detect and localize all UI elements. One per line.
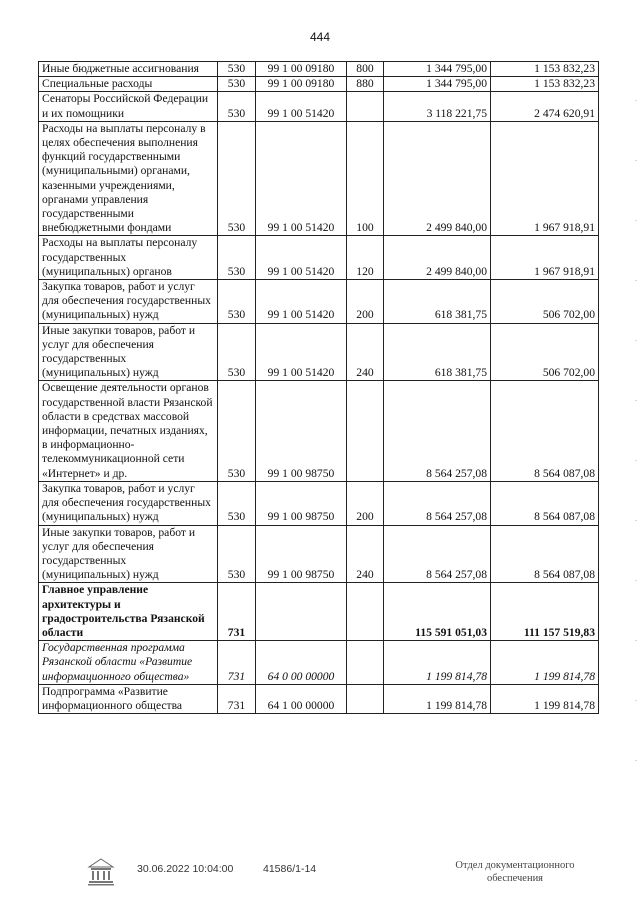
footer-doc-number: 41586/1-14 (263, 863, 317, 875)
cell-name: Расходы на выплаты персоналу государственных (муниципальных) органов (39, 236, 218, 280)
cell-sum-actual: 506 702,00 (491, 280, 599, 324)
cell-target-article: 99 1 00 51420 (256, 280, 347, 324)
footer-department-line1: Отдел документационного (455, 860, 575, 871)
cell-code: 530 (218, 280, 256, 324)
cell-expense-type: 880 (347, 77, 384, 92)
cell-sum-plan: 618 381,75 (384, 280, 491, 324)
cell-expense-type: 120 (347, 236, 384, 280)
cell-target-article: 99 1 00 98750 (256, 481, 347, 525)
cell-sum-actual: 8 564 087,08 (491, 481, 599, 525)
table-row (39, 323, 599, 381)
cell-name: Иные бюджетные ассигнования (39, 62, 218, 77)
table-row (39, 381, 599, 481)
cell-target-article (256, 583, 347, 641)
footer (0, 855, 640, 895)
cell-expense-type: 240 (347, 525, 384, 583)
cell-sum-plan: 1 344 795,00 (384, 62, 491, 77)
cell-expense-type: 100 (347, 121, 384, 236)
cell-sum-actual: 2 474 620,91 (491, 92, 599, 121)
cell-target-article: 64 1 00 00000 (256, 684, 347, 713)
table-row (39, 92, 599, 121)
cell-expense-type (347, 92, 384, 121)
cell-code: 530 (218, 77, 256, 92)
cell-target-article: 99 1 00 51420 (256, 323, 347, 381)
table-row (39, 481, 599, 525)
cell-code: 731 (218, 583, 256, 641)
table-row (39, 525, 599, 583)
cell-sum-plan: 1 199 814,78 (384, 641, 491, 685)
cell-sum-actual: 1 153 832,23 (491, 77, 599, 92)
cell-name: Главное управление архитектуры и градостроительства Рязанской области (39, 583, 218, 641)
cell-code: 530 (218, 525, 256, 583)
cell-target-article: 99 1 00 98750 (256, 525, 347, 583)
cell-sum-plan: 8 564 257,08 (384, 525, 491, 583)
cell-code: 530 (218, 92, 256, 121)
emblem-icon (86, 857, 116, 887)
cell-target-article: 99 1 00 09180 (256, 62, 347, 77)
table-row (39, 62, 599, 77)
cell-sum-plan: 115 591 051,03 (384, 583, 491, 641)
cell-name: Освещение деятельности органов государственной власти Рязанской области в средствах массовой информации, печатных изданиях, в информационно-телекоммуникационной сети «Интернет» и др. (39, 381, 218, 481)
cell-sum-plan: 2 499 840,00 (384, 121, 491, 236)
cell-target-article: 99 1 00 09180 (256, 77, 347, 92)
cell-expense-type: 200 (347, 481, 384, 525)
cell-target-article: 99 1 00 51420 (256, 236, 347, 280)
cell-name: Иные закупки товаров, работ и услуг для обеспечения государственных (муниципальных) нужд (39, 525, 218, 583)
scan-artifact (635, 100, 637, 800)
table-row (39, 236, 599, 280)
cell-sum-actual: 111 157 519,83 (491, 583, 599, 641)
cell-code: 530 (218, 236, 256, 280)
cell-name: Подпрограмма «Развитие информационного общества (39, 684, 218, 713)
table-row (39, 121, 599, 236)
cell-name: Закупка товаров, работ и услуг для обеспечения государственных (муниципальных) нужд (39, 280, 218, 324)
cell-name: Иные закупки товаров, работ и услуг для обеспечения государственных (муниципальных) нужд (39, 323, 218, 381)
footer-department-line2: обеспечения (486, 873, 544, 884)
cell-code: 530 (218, 121, 256, 236)
cell-sum-plan: 1 344 795,00 (384, 77, 491, 92)
cell-name: Расходы на выплаты персоналу в целях обеспечения выполнения функций государственными (муниципальными) органами, казенными учреждениями, органами управления государственными внебюджетными фондами (39, 121, 218, 236)
table-row (39, 77, 599, 92)
cell-sum-plan: 8 564 257,08 (384, 381, 491, 481)
budget-table (38, 61, 599, 714)
cell-sum-plan: 2 499 840,00 (384, 236, 491, 280)
cell-code: 731 (218, 641, 256, 685)
cell-sum-actual: 1 967 918,91 (491, 121, 599, 236)
cell-target-article: 99 1 00 51420 (256, 92, 347, 121)
cell-name: Государственная программа Рязанской области «Развитие информационного общества» (39, 641, 218, 685)
cell-expense-type (347, 583, 384, 641)
cell-code: 530 (218, 62, 256, 77)
cell-expense-type (347, 381, 384, 481)
cell-name: Закупка товаров, работ и услуг для обеспечения государственных (муниципальных) нужд (39, 481, 218, 525)
cell-sum-actual: 1 199 814,78 (491, 641, 599, 685)
cell-name: Сенаторы Российской Федерации и их помощники (39, 92, 218, 121)
cell-sum-actual: 8 564 087,08 (491, 381, 599, 481)
cell-sum-actual: 1 967 918,91 (491, 236, 599, 280)
cell-code: 530 (218, 381, 256, 481)
cell-sum-plan: 618 381,75 (384, 323, 491, 381)
cell-expense-type: 800 (347, 62, 384, 77)
cell-code: 530 (218, 323, 256, 381)
cell-sum-actual: 506 702,00 (491, 323, 599, 381)
cell-sum-actual: 1 199 814,78 (491, 684, 599, 713)
footer-department (420, 859, 610, 885)
page-number: 444 (309, 30, 331, 44)
table-row (39, 280, 599, 324)
cell-expense-type (347, 684, 384, 713)
cell-sum-plan: 1 199 814,78 (384, 684, 491, 713)
cell-sum-plan: 3 118 221,75 (384, 92, 491, 121)
cell-expense-type: 200 (347, 280, 384, 324)
cell-name: Специальные расходы (39, 77, 218, 92)
cell-target-article: 64 0 00 00000 (256, 641, 347, 685)
table-row (39, 641, 599, 685)
cell-sum-plan: 8 564 257,08 (384, 481, 491, 525)
cell-sum-actual: 8 564 087,08 (491, 525, 599, 583)
footer-datetime: 30.06.2022 10:04:00 (137, 863, 234, 875)
cell-code: 731 (218, 684, 256, 713)
cell-expense-type (347, 641, 384, 685)
cell-sum-actual: 1 153 832,23 (491, 62, 599, 77)
cell-target-article: 99 1 00 98750 (256, 381, 347, 481)
cell-expense-type: 240 (347, 323, 384, 381)
cell-target-article: 99 1 00 51420 (256, 121, 347, 236)
cell-code: 530 (218, 481, 256, 525)
table-row (39, 583, 599, 641)
table-row (39, 684, 599, 713)
